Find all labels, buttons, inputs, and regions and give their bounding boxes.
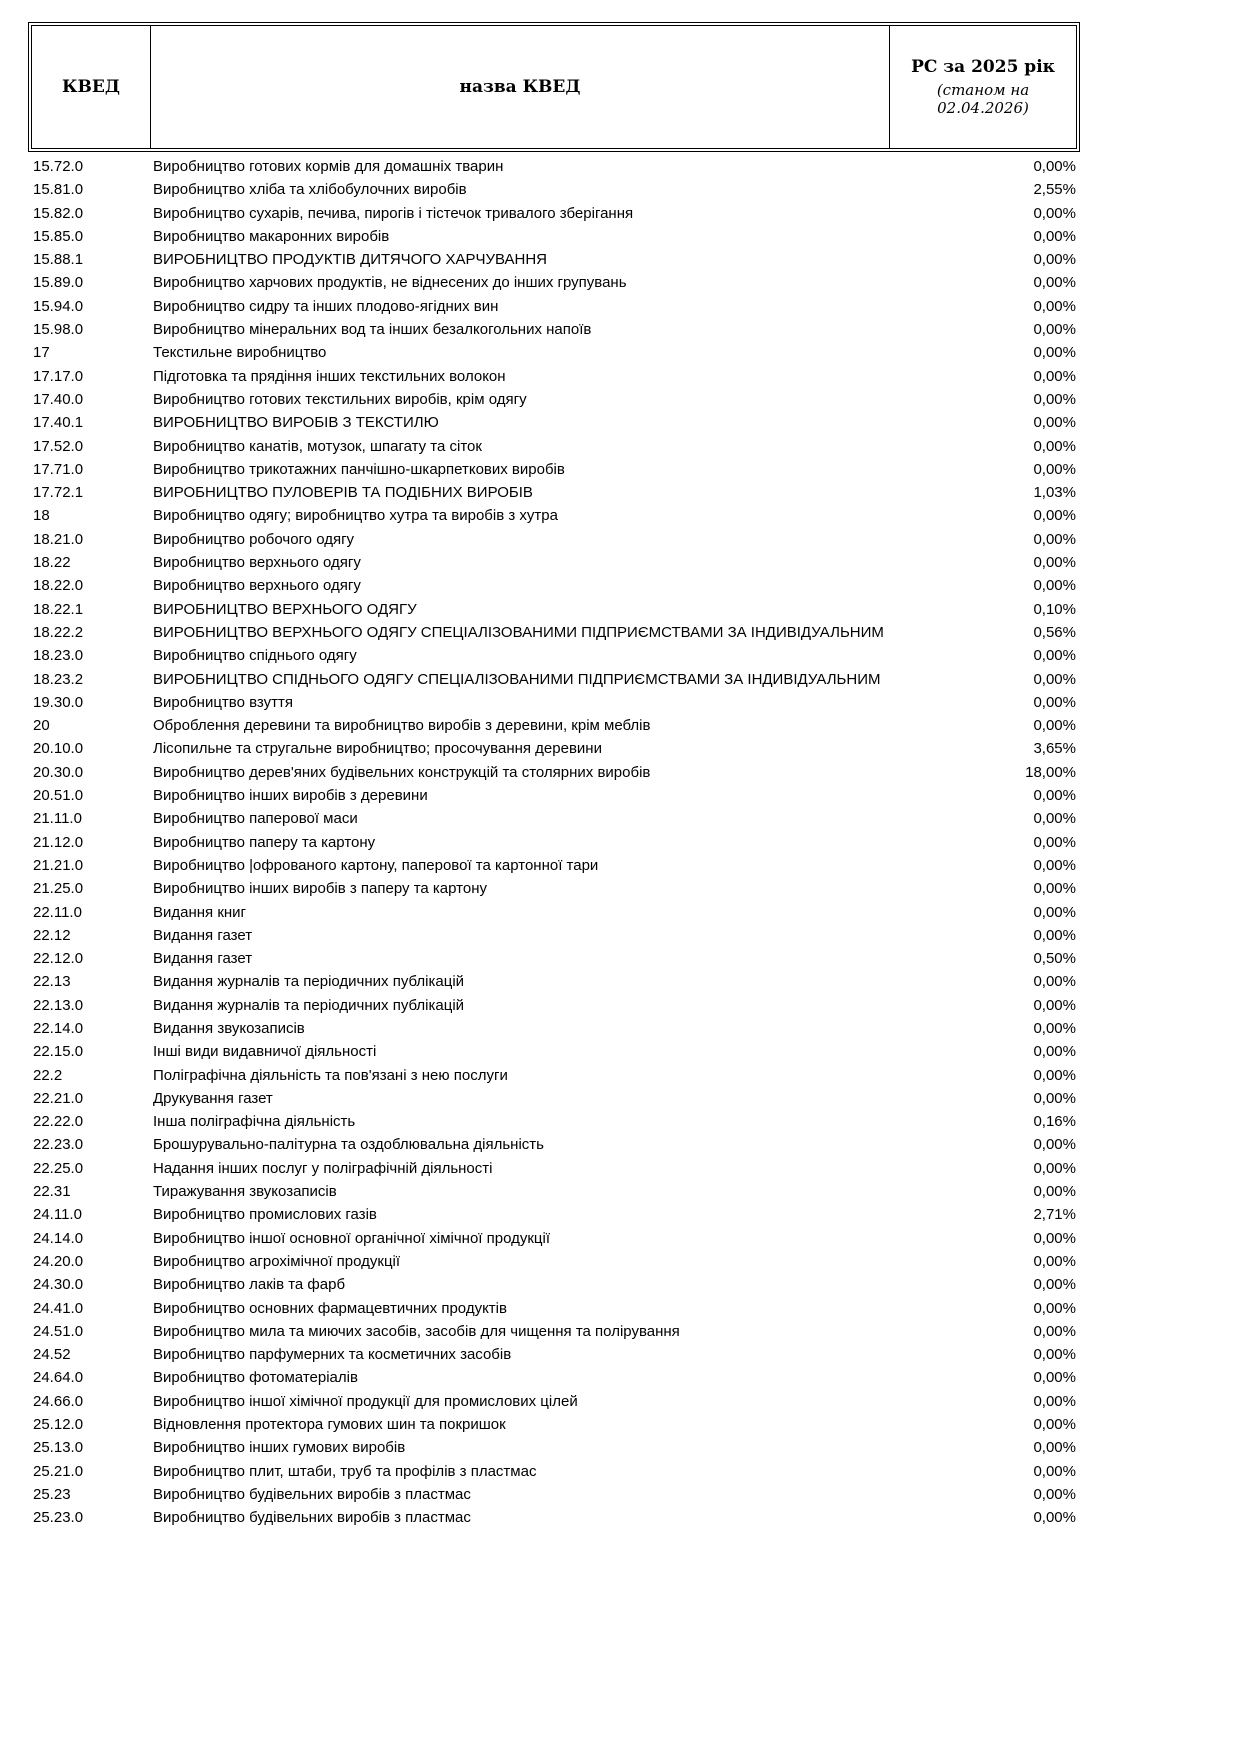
table-row — [0, 1320, 1240, 1343]
table-row — [0, 714, 1240, 737]
table-row — [0, 901, 1240, 924]
kved-name: Видання газет — [153, 950, 253, 968]
table-row — [0, 1227, 1240, 1250]
kved-code: 22.2 — [33, 1066, 63, 1084]
kved-code: 17.17.0 — [33, 367, 84, 385]
kved-name: Виробництво будівельних виробів з пластмас — [153, 1509, 471, 1527]
rs-value: 0,16% — [1033, 1113, 1076, 1131]
kved-name: Виробництво мінеральних вод та інших безалкогольних напоїв — [153, 321, 592, 339]
rs-value: 0,00% — [1033, 1043, 1076, 1061]
table-row — [0, 691, 1240, 714]
kved-code: 24.11.0 — [33, 1206, 82, 1224]
rs-value: 0,00% — [1033, 693, 1076, 711]
kved-code: 22.25.0 — [33, 1159, 84, 1177]
kved-name: Виробництво парфумерних та косметичних засобів — [153, 1346, 512, 1364]
table-row — [0, 1460, 1240, 1483]
table-row — [0, 202, 1240, 225]
table-row — [0, 271, 1240, 294]
header-name — [151, 26, 890, 148]
table-body — [0, 155, 1240, 1530]
kved-code: 25.13.0 — [33, 1439, 84, 1457]
kved-code: 20.51.0 — [33, 787, 84, 805]
kved-name: Виробництво інших гумових виробів — [153, 1439, 406, 1457]
table-row — [0, 1390, 1240, 1413]
kved-code: 18.22.0 — [33, 577, 84, 595]
kved-name: Виробництво готових текстильних виробів, крім одягу — [153, 390, 527, 408]
rs-value: 0,00% — [1033, 1252, 1076, 1270]
rs-value: 0,00% — [1033, 973, 1076, 991]
kved-name: Виробництво хліба та хлібобулочних виробів — [153, 181, 467, 199]
rs-value: 0,00% — [1033, 996, 1076, 1014]
table-row — [0, 877, 1240, 900]
kved-code: 24.41.0 — [33, 1299, 84, 1317]
kved-name: Виробництво мила та миючих засобів, засобів для чищення та полірування — [153, 1322, 680, 1340]
table-row — [0, 341, 1240, 364]
rs-value: 0,00% — [1033, 554, 1076, 572]
rs-value: 0,00% — [1033, 856, 1076, 874]
table-row — [0, 1366, 1240, 1389]
table-row — [0, 178, 1240, 201]
kved-code: 24.51.0 — [33, 1322, 84, 1340]
rs-value: 0,00% — [1033, 810, 1076, 828]
rs-value: 3,65% — [1033, 740, 1076, 758]
kved-name: Текстильне виробництво — [153, 344, 327, 362]
table-row — [0, 1040, 1240, 1063]
table-row — [0, 668, 1240, 691]
kved-name: Виробництво фотоматеріалів — [153, 1369, 358, 1387]
table-row — [0, 1203, 1240, 1226]
table-row — [0, 970, 1240, 993]
kved-name: Виробництво верхнього одягу — [153, 577, 361, 595]
rs-value: 0,00% — [1033, 251, 1076, 269]
rs-value: 0,56% — [1033, 623, 1076, 641]
table-row — [0, 1087, 1240, 1110]
table-row — [0, 528, 1240, 551]
kved-name: Друкування газет — [153, 1089, 273, 1107]
rs-value: 0,00% — [1033, 1346, 1076, 1364]
table-row — [0, 644, 1240, 667]
kved-name: Відновлення протектора гумових шин та покришок — [153, 1416, 506, 1434]
kved-code: 17.40.0 — [33, 390, 84, 408]
rs-value: 0,00% — [1033, 158, 1076, 175]
rs-value: 18,00% — [1025, 763, 1076, 781]
rs-value: 0,00% — [1033, 1416, 1076, 1434]
kved-code: 19.30.0 — [33, 693, 84, 711]
table-row — [0, 737, 1240, 760]
rs-value: 0,00% — [1033, 460, 1076, 478]
kved-code: 24.64.0 — [33, 1369, 84, 1387]
kved-name: Виробництво іншої основної органічної хімічної продукції — [153, 1229, 551, 1247]
kved-name: Виробництво харчових продуктів, не віднесених до інших групувань — [153, 274, 627, 292]
table-row — [0, 1483, 1240, 1506]
kved-name: ВИРОБНИЦТВО ВИРОБІВ З ТЕКСТИЛЮ — [153, 414, 439, 432]
rs-value: 0,00% — [1033, 1159, 1076, 1177]
kved-name: Виробництво іншої хімічної продукції для промислових цілей — [153, 1392, 578, 1410]
kved-code: 15.94.0 — [33, 297, 84, 315]
kved-name: Виробництво паперу та картону — [153, 833, 376, 851]
table-row — [0, 388, 1240, 411]
kved-name: ВИРОБНИЦТВО ПРОДУКТІВ ДИТЯЧОГО ХАРЧУВАННЯ — [153, 251, 548, 269]
kved-code: 22.22.0 — [33, 1113, 84, 1131]
kved-code: 18.22.1 — [33, 600, 84, 618]
kved-code: 20.10.0 — [33, 740, 84, 758]
kved-name: Виробництво паперової маси — [153, 810, 358, 828]
kved-name: Надання інших послуг у поліграфічній діяльності — [153, 1159, 493, 1177]
kved-code: 18.23.2 — [33, 670, 84, 688]
table-row — [0, 761, 1240, 784]
kved-name: Виробництво спіднього одягу — [153, 647, 357, 665]
kved-code: 24.52 — [33, 1346, 71, 1364]
rs-value: 0,00% — [1033, 717, 1076, 735]
rs-value: 0,00% — [1033, 1183, 1076, 1201]
rs-value: 0,00% — [1033, 1276, 1076, 1294]
kved-name: Виробництво макаронних виробів — [153, 227, 390, 245]
table-row — [0, 365, 1240, 388]
table-row — [0, 458, 1240, 481]
kved-name: Видання книг — [153, 903, 247, 921]
table-row — [0, 1133, 1240, 1156]
kved-code: 17.52.0 — [33, 437, 84, 455]
kved-code: 18.22 — [33, 554, 71, 572]
rs-value: 0,00% — [1033, 274, 1076, 292]
kved-name: Підготовка та прядіння інших текстильних волокон — [153, 367, 506, 385]
kved-code: 18.23.0 — [33, 647, 84, 665]
rs-value: 0,00% — [1033, 1136, 1076, 1154]
rs-value: 2,55% — [1033, 181, 1076, 199]
table-row — [0, 831, 1240, 854]
kved-code: 22.12.0 — [33, 950, 84, 968]
kved-code: 21.21.0 — [33, 856, 84, 874]
kved-name: Виробництво сидру та інших плодово-ягідних вин — [153, 297, 499, 315]
kved-name: Інші види видавничої діяльності — [153, 1043, 377, 1061]
rs-value: 0,00% — [1033, 1019, 1076, 1037]
table-row — [0, 155, 1240, 178]
rs-value: 0,00% — [1033, 437, 1076, 455]
kved-code: 17 — [33, 344, 50, 362]
table-row — [0, 295, 1240, 318]
kved-name: ВИРОБНИЦТВО СПІДНЬОГО ОДЯГУ СПЕЦІАЛІЗОВАНИМИ ПІДПРИЄМСТВАМИ ЗА ІНДИВІДУАЛЬНИМ — [153, 670, 881, 688]
kved-code: 22.11.0 — [33, 903, 82, 921]
kved-name: Виробництво інших виробів з паперу та картону — [153, 880, 487, 898]
kved-code: 15.82.0 — [33, 204, 84, 222]
kved-name: Виробництво сухарів, печива, пирогів і тістечок тривалого зберігання — [153, 204, 634, 222]
table-row — [0, 784, 1240, 807]
table-row — [0, 551, 1240, 574]
table-row — [0, 1064, 1240, 1087]
kved-code: 21.11.0 — [33, 810, 82, 828]
table-row — [0, 1110, 1240, 1133]
rs-value: 0,00% — [1033, 1392, 1076, 1410]
kved-name: Виробництво агрохімічної продукції — [153, 1252, 401, 1270]
table-row — [0, 435, 1240, 458]
kved-name: Виробництво лаків та фарб — [153, 1276, 346, 1294]
table-row — [0, 1436, 1240, 1459]
kved-name: Виробництво промислових газів — [153, 1206, 377, 1224]
rs-value: 0,00% — [1033, 1439, 1076, 1457]
kved-code: 18 — [33, 507, 50, 525]
kved-name: Оброблення деревини та виробництво виробів з деревини, крім меблів — [153, 717, 651, 735]
header-kved — [32, 26, 151, 148]
kved-name: Виробництво одягу; виробництво хутра та виробів з хутра — [153, 507, 558, 525]
table-row — [0, 1506, 1240, 1529]
rs-value: 0,00% — [1033, 390, 1076, 408]
kved-code: 15.72.0 — [33, 158, 84, 175]
kved-name: Видання журналів та періодичних публікацій — [153, 996, 465, 1014]
kved-code: 21.25.0 — [33, 880, 84, 898]
kved-name: Інша поліграфічна діяльність — [153, 1113, 356, 1131]
table-row — [0, 481, 1240, 504]
kved-code: 18.22.2 — [33, 623, 84, 641]
rs-value: 0,00% — [1033, 647, 1076, 665]
kved-code: 24.14.0 — [33, 1229, 84, 1247]
kved-name: Видання газет — [153, 926, 253, 944]
kved-name: Виробництво дерев'яних будівельних конструкцій та столярних виробів — [153, 763, 651, 781]
kved-code: 15.98.0 — [33, 321, 84, 339]
kved-code: 20 — [33, 717, 50, 735]
kved-code: 22.13.0 — [33, 996, 84, 1014]
rs-value: 0,00% — [1033, 1509, 1076, 1527]
rs-value: 0,00% — [1033, 227, 1076, 245]
kved-code: 24.66.0 — [33, 1392, 84, 1410]
rs-value: 1,03% — [1033, 484, 1076, 502]
kved-name: Виробництво основних фармацевтичних продуктів — [153, 1299, 507, 1317]
rs-value: 0,50% — [1033, 950, 1076, 968]
kved-name: Поліграфічна діяльність та пов'язані з нею послуги — [153, 1066, 508, 1084]
kved-name: ВИРОБНИЦТВО ВЕРХНЬОГО ОДЯГУ СПЕЦІАЛІЗОВАНИМИ ПІДПРИЄМСТВАМИ ЗА ІНДИВІДУАЛЬНИМ — [153, 623, 884, 641]
kved-name: Виробництво інших виробів з деревини — [153, 787, 428, 805]
rs-value: 0,00% — [1033, 833, 1076, 851]
kved-name: Лісопильне та стругальне виробництво; просочування деревини — [153, 740, 602, 758]
header-name-label: назва КВЕД — [459, 77, 581, 97]
header-value-label: РС за 2025 рік — [911, 57, 1055, 77]
rs-value: 0,00% — [1033, 1369, 1076, 1387]
rs-value: 0,00% — [1033, 1299, 1076, 1317]
table-row — [0, 504, 1240, 527]
table-row — [0, 1180, 1240, 1203]
rs-value: 0,00% — [1033, 507, 1076, 525]
kved-name: Виробництво взуття — [153, 693, 293, 711]
rs-value: 0,00% — [1033, 1322, 1076, 1340]
table-row — [0, 1157, 1240, 1180]
rs-value: 0,10% — [1033, 600, 1076, 618]
kved-code: 24.20.0 — [33, 1252, 84, 1270]
table-row — [0, 947, 1240, 970]
kved-code: 20.30.0 — [33, 763, 84, 781]
rs-value: 0,00% — [1033, 880, 1076, 898]
kved-code: 15.88.1 — [33, 251, 84, 269]
kved-code: 22.21.0 — [33, 1089, 84, 1107]
table-header — [28, 22, 1080, 152]
kved-name: Виробництво |офрованого картону, паперової та картонної тари — [153, 856, 599, 874]
kved-code: 25.12.0 — [33, 1416, 84, 1434]
kved-code: 25.21.0 — [33, 1462, 84, 1480]
kved-code: 22.23.0 — [33, 1136, 84, 1154]
kved-name: ВИРОБНИЦТВО ВЕРХНЬОГО ОДЯГУ — [153, 600, 417, 618]
kved-code: 22.31 — [33, 1183, 71, 1201]
kved-code: 18.21.0 — [33, 530, 84, 548]
kved-name: Виробництво робочого одягу — [153, 530, 355, 548]
table-row — [0, 924, 1240, 947]
rs-value: 0,00% — [1033, 1462, 1076, 1480]
kved-name: Виробництво готових кормів для домашніх тварин — [153, 158, 504, 175]
rs-value: 0,00% — [1033, 926, 1076, 944]
rs-value: 0,00% — [1033, 903, 1076, 921]
kved-code: 17.72.1 — [33, 484, 84, 502]
rs-value: 0,00% — [1033, 344, 1076, 362]
kved-code: 17.71.0 — [33, 460, 84, 478]
table-row — [0, 807, 1240, 830]
table-row — [0, 1343, 1240, 1366]
kved-name: Виробництво плит, штаби, труб та профілів з пластмас — [153, 1462, 537, 1480]
kved-code: 15.89.0 — [33, 274, 84, 292]
rs-value: 0,00% — [1033, 530, 1076, 548]
rs-value: 0,00% — [1033, 1066, 1076, 1084]
kved-code: 22.12 — [33, 926, 71, 944]
rs-value: 0,00% — [1033, 1485, 1076, 1503]
table-row — [0, 1017, 1240, 1040]
kved-code: 17.40.1 — [33, 414, 84, 432]
table-row — [0, 225, 1240, 248]
table-row — [0, 1250, 1240, 1273]
rs-value: 0,00% — [1033, 577, 1076, 595]
rs-value: 0,00% — [1033, 670, 1076, 688]
rs-value: 0,00% — [1033, 297, 1076, 315]
table-row — [0, 1273, 1240, 1296]
rs-value: 0,00% — [1033, 367, 1076, 385]
kved-code: 25.23.0 — [33, 1509, 84, 1527]
kved-name: Тиражування звукозаписів — [153, 1183, 337, 1201]
kved-name: Брошурувально-палітурна та оздоблювальна діяльність — [153, 1136, 544, 1154]
table-row — [0, 1413, 1240, 1436]
table-row — [0, 411, 1240, 434]
table-row — [0, 574, 1240, 597]
rs-value: 0,00% — [1033, 787, 1076, 805]
kved-code: 22.15.0 — [33, 1043, 84, 1061]
kved-name: Виробництво трикотажних панчішно-шкарпеткових виробів — [153, 460, 565, 478]
rs-value: 0,00% — [1033, 204, 1076, 222]
kved-code: 24.30.0 — [33, 1276, 84, 1294]
kved-code: 21.12.0 — [33, 833, 84, 851]
kved-name: Виробництво будівельних виробів з пластмас — [153, 1485, 471, 1503]
table-row — [0, 854, 1240, 877]
kved-code: 15.85.0 — [33, 227, 84, 245]
rs-value: 0,00% — [1033, 414, 1076, 432]
rs-value: 0,00% — [1033, 321, 1076, 339]
kved-code: 22.14.0 — [33, 1019, 84, 1037]
table-row — [0, 248, 1240, 271]
kved-code: 25.23 — [33, 1485, 71, 1503]
kved-code: 22.13 — [33, 973, 71, 991]
kved-name: Видання журналів та періодичних публікацій — [153, 973, 465, 991]
rs-value: 0,00% — [1033, 1089, 1076, 1107]
header-value — [890, 26, 1076, 148]
kved-name: ВИРОБНИЦТВО ПУЛОВЕРІВ ТА ПОДІБНИХ ВИРОБІВ — [153, 484, 533, 502]
kved-name: Видання звукозаписів — [153, 1019, 305, 1037]
table-row — [0, 598, 1240, 621]
table-row — [0, 994, 1240, 1017]
kved-name: Виробництво канатів, мотузок, шпагату та сіток — [153, 437, 482, 455]
kved-code: 15.81.0 — [33, 181, 84, 199]
table-row — [0, 1297, 1240, 1320]
rs-value: 0,00% — [1033, 1229, 1076, 1247]
table-row — [0, 621, 1240, 644]
rs-value: 2,71% — [1033, 1206, 1076, 1224]
kved-name: Виробництво верхнього одягу — [153, 554, 361, 572]
header-kved-label: КВЕД — [62, 77, 120, 97]
header-value-date: (станом на 02.04.2026) — [936, 81, 1030, 117]
table-row — [0, 318, 1240, 341]
